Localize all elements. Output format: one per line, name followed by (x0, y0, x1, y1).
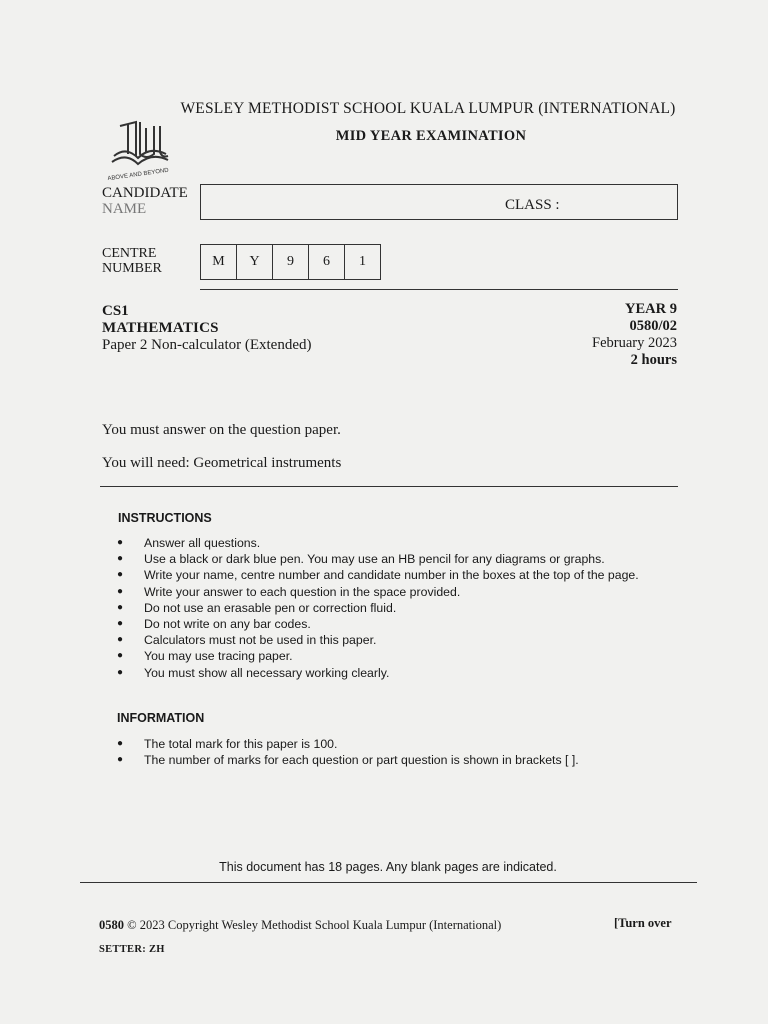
exam-date: February 2023 (592, 335, 677, 351)
setter-label: SETTER: ZH (99, 944, 165, 955)
candidate-name-label (102, 185, 188, 217)
information-text: The number of marks for each question or part question is shown in brackets [ ]. (144, 753, 579, 768)
centre-label-line1: CENTRE (102, 246, 157, 261)
bullet-icon: ● (117, 618, 124, 630)
subject-title: MATHEMATICS (102, 320, 219, 336)
instruction-text: Calculators must not be used in this paper. (144, 633, 377, 648)
school-crest-icon (100, 116, 176, 180)
instruction-text: Do not use an erasable pen or correction fluid. (144, 600, 397, 615)
centre-number-cell: 1 (344, 244, 381, 280)
syllabus-code: 0580/02 (629, 318, 677, 334)
centre-number-boxes (200, 244, 381, 280)
bullet-icon: ● (117, 553, 124, 565)
instruction-text: You must show all necessary working clearly. (144, 665, 390, 680)
instruction-text: Use a black or dark blue pen. You may use an HB pencil for any diagrams or graphs. (144, 552, 605, 567)
instruction-text: Do not write on any bar codes. (144, 617, 311, 632)
copyright-code: 0580 (99, 918, 124, 932)
centre-number-cell: M (200, 244, 237, 280)
divider (200, 289, 678, 290)
class-label: CLASS : (505, 197, 560, 213)
instruction-text: Write your name, centre number and candidate number in the boxes at the top of the page. (144, 568, 639, 583)
list-item (115, 551, 639, 567)
exam-duration: 2 hours (630, 352, 677, 368)
list-item (115, 648, 639, 664)
list-item (115, 567, 639, 583)
bullet-icon: ● (117, 666, 124, 678)
bullet-icon: ● (117, 569, 124, 581)
candidate-name-field[interactable] (200, 184, 678, 220)
paper-code-label: CS1 (102, 303, 129, 319)
bullet-icon: ● (117, 634, 124, 646)
information-list (115, 736, 579, 768)
list-item (115, 736, 579, 752)
list-item (115, 632, 639, 648)
bullet-icon: ● (117, 650, 124, 662)
copyright-line (99, 918, 501, 933)
list-item (115, 752, 579, 768)
centre-number-cell: 9 (272, 244, 309, 280)
list-item (115, 600, 639, 616)
centre-number-cell: 6 (308, 244, 345, 280)
answer-on-paper-note: You must answer on the question paper. (102, 422, 341, 438)
turn-over-label: [Turn over (614, 916, 672, 930)
bullet-icon: ● (117, 537, 124, 548)
information-heading: INFORMATION (117, 711, 205, 725)
list-item (115, 665, 639, 681)
school-name: WESLEY METHODIST SCHOOL KUALA LUMPUR (INTERNATIONAL) (180, 100, 676, 117)
centre-number-label (102, 246, 162, 276)
candidate-label-line1: CANDIDATE (102, 185, 188, 201)
bullet-icon: ● (117, 754, 124, 766)
instructions-heading: INSTRUCTIONS (118, 511, 212, 525)
centre-label-line2: NUMBER (102, 261, 162, 276)
divider (100, 486, 678, 487)
bullet-icon: ● (117, 601, 124, 613)
bullet-icon: ● (117, 585, 124, 597)
page-count-note: This document has 18 pages. Any blank pages are indicated. (219, 860, 557, 874)
logo-motto: ABOVE AND BEYOND (107, 167, 170, 180)
equipment-note: You will need: Geometrical instruments (102, 455, 342, 471)
copyright-text: © 2023 Copyright Wesley Methodist School Kuala Lumpur (International) (127, 918, 502, 932)
information-text: The total mark for this paper is 100. (144, 737, 338, 751)
bullet-icon: ● (117, 738, 124, 749)
footer-divider (80, 882, 697, 883)
exam-title: MID YEAR EXAMINATION (335, 128, 527, 144)
candidate-label-line2: NAME (102, 201, 147, 217)
instruction-text: Write your answer to each question in the space provided. (144, 584, 461, 599)
year-level: YEAR 9 (625, 301, 677, 317)
paper-title: Paper 2 Non-calculator (Extended) (102, 337, 312, 353)
instruction-text: Answer all questions. (144, 536, 261, 550)
instructions-list (115, 535, 639, 681)
centre-number-cell: Y (236, 244, 273, 280)
list-item (115, 535, 639, 551)
list-item (115, 616, 639, 632)
list-item (115, 584, 639, 600)
instruction-text: You may use tracing paper. (144, 649, 293, 664)
paper-details (592, 301, 677, 369)
